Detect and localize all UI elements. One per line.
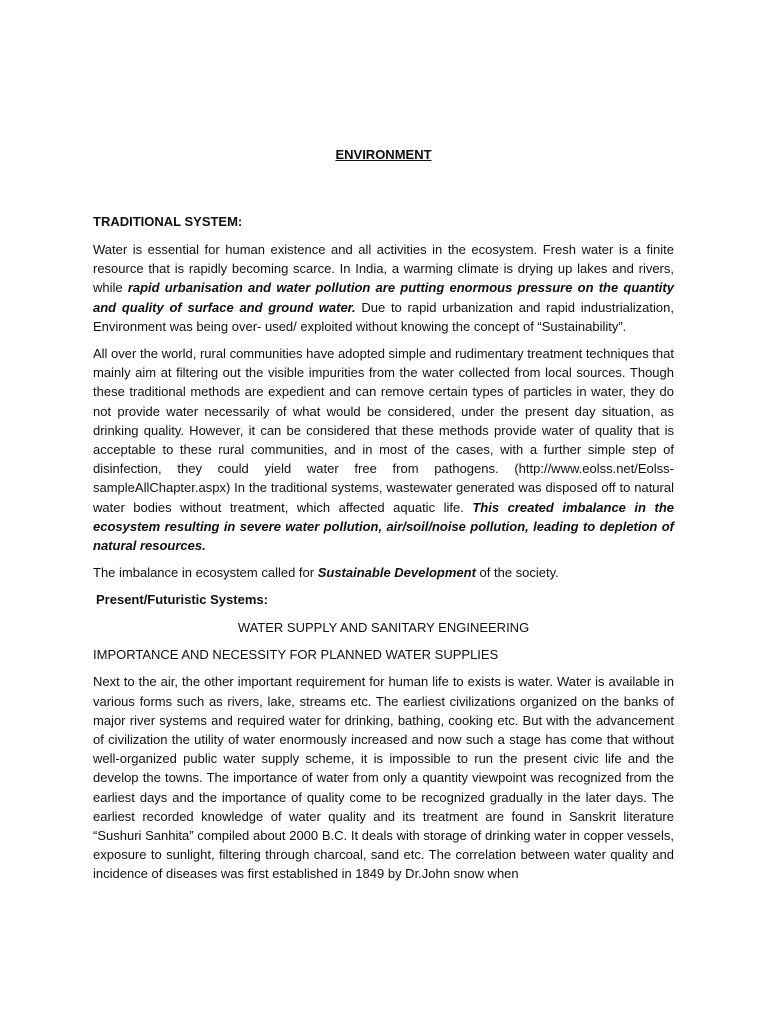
paragraph-2-text-a: All over the world, rural communities have adopted simple and rudimentary treatment techniques that mainly aim at filtering out the visible impurities from the water collected from local sources. Though these traditional methods are expedient and can remove certain types of particles in water, they do not provide water necessarily of what would be considered, under the present day situation, as drinking quality. However, it can be considered that these methods provide water of quality that is acceptable to these rural communities, and in most of the cases, with a further simple step of disinfection, they could yield water free from pathogens. (http://www.eolss.net/Eolss-sampleAllChapter.aspx) In the traditional systems, wastewater generated was disposed off to natural water bodies without treatment, which affected aquatic life. xyxy=(93,346,674,515)
section-heading-traditional: TRADITIONAL SYSTEM: xyxy=(93,214,243,229)
document-title: ENVIRONMENT xyxy=(335,147,432,162)
paragraph-1-emphasis: rapid urbanisation and water pollution are putting enormous pressure on the quantity and quality of surface and ground water. xyxy=(93,280,674,315)
section-heading-importance: IMPORTANCE AND NECESSITY FOR PLANNED WATER SUPPLIES xyxy=(93,647,499,663)
document-subtitle: WATER SUPPLY AND SANITARY ENGINEERING xyxy=(237,620,530,636)
paragraph-3-emphasis: Sustainable Development xyxy=(317,565,476,581)
paragraph-2-emphasis: This created imbalance in the ecosystem resulting in severe water pollution, air/soil/noise pollution, leading to depletion of natural resources. xyxy=(93,499,674,554)
paragraph-1-text-c: Due to rapid urbanization and rapid industrialization, Environment was being over- used/ exploited without knowing the concept of “Sustainability”. xyxy=(93,299,674,334)
paragraph-3-text-c: of the society. xyxy=(475,565,559,581)
paragraph-3 xyxy=(93,563,674,582)
section-heading-present: Present/Futuristic Systems: xyxy=(96,592,268,608)
paragraph-1-text-a: Water is essential for human existence and all activities in the ecosystem. Fresh water is a finite resource that is rapidly becoming scarce. In India, a warming climate is drying up lakes and rivers, while xyxy=(93,242,674,296)
paragraph-3-text-a: The imbalance in ecosystem called for xyxy=(93,565,318,581)
paragraph-1 xyxy=(93,240,674,336)
paragraph-2 xyxy=(93,344,674,555)
paragraph-4: Next to the air, the other important requirement for human life to exists is water. Water is available in various forms such as rivers, lake, streams etc. The earliest civilizations organized on the banks of major river systems and required water for drinking, bathing, cooking etc. But with the advancement of civilization the utility of water enormously increased and now such a stage has come that without well-organized public water supply scheme, it is impossible to run the present civic life and the develop the towns. The importance of water from only a quantity viewpoint was recognized from the earliest days and the importance of quality come to be recognized gradually in the later days. The earliest recorded knowledge of water quality and its treatment are found in Sanskrit literature “Sushuri Sanhita” compiled about 2000 B.C. It deals with storage of drinking water in copper vessels, exposure to sunlight, filtering through charcoal, sand etc. The correlation between water quality and incidence of diseases was first established in 1849 by Dr.John snow when xyxy=(93,674,674,882)
